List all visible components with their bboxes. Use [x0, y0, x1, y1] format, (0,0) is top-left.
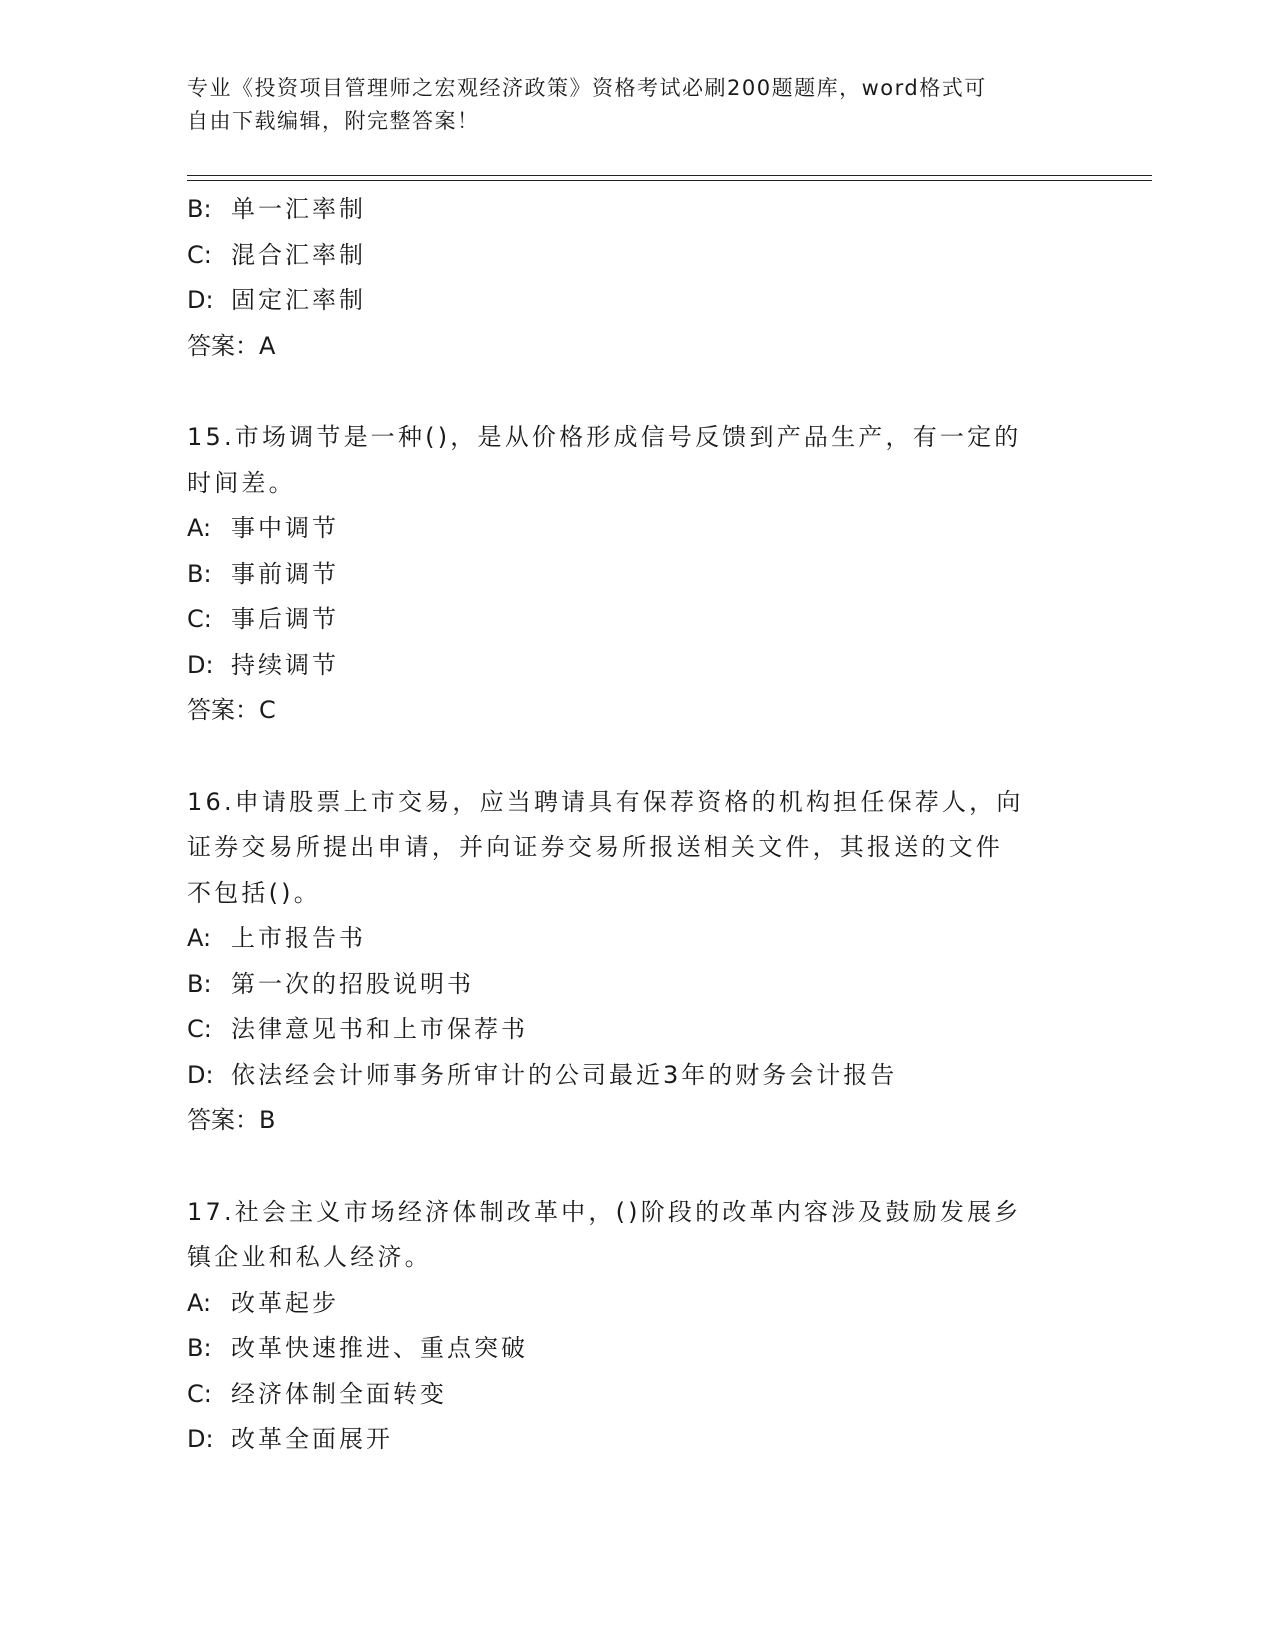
- option-letter: D:: [187, 1425, 214, 1453]
- option-text: 持续调节: [231, 650, 339, 679]
- option-text: 改革快速推进、重点突破: [231, 1334, 528, 1362]
- option-c: [187, 1372, 1087, 1418]
- answer: [187, 324, 1087, 370]
- answer-label: 答案：: [187, 331, 259, 360]
- answer-label: 答案：: [187, 1106, 259, 1134]
- option-text: 事中调节: [231, 514, 339, 542]
- option-text: 事前调节: [231, 559, 339, 588]
- option-text: 第一次的招股说明书: [231, 969, 474, 998]
- question-15: [187, 415, 1087, 734]
- option-letter: B:: [187, 195, 212, 223]
- option-a: [187, 506, 1087, 552]
- option-letter: B:: [187, 1334, 212, 1362]
- option-a: [187, 916, 1087, 962]
- header-line-1: 专业《投资项目管理师之宏观经济政策》资格考试必刷200题题库，word格式可: [187, 76, 987, 100]
- answer-value: C: [259, 696, 279, 724]
- option-text: 改革全面展开: [231, 1425, 393, 1453]
- answer: [187, 688, 1087, 734]
- option-letter: A:: [187, 514, 212, 542]
- answer-label: 答案：: [187, 696, 259, 724]
- option-b: [187, 187, 1087, 233]
- answer: [187, 1098, 1087, 1144]
- option-c: [187, 233, 1087, 279]
- option-letter: C:: [187, 1379, 212, 1408]
- answer-value: A: [259, 331, 279, 360]
- option-c: [187, 1007, 1087, 1053]
- option-letter: C:: [187, 240, 212, 269]
- header-line-2: 自由下载编辑，附完整答案！: [187, 109, 480, 133]
- option-a: [187, 1281, 1087, 1327]
- question-16: [187, 780, 1087, 1144]
- option-letter: C:: [187, 1015, 212, 1043]
- option-text: 上市报告书: [231, 924, 366, 952]
- option-letter: D:: [187, 286, 214, 314]
- option-letter: A:: [187, 924, 212, 952]
- option-text: 固定汇率制: [231, 286, 366, 314]
- option-letter: C:: [187, 605, 212, 633]
- header-divider-bottom: [187, 180, 1152, 181]
- option-text: 单一汇率制: [231, 195, 366, 223]
- option-d: [187, 643, 1087, 689]
- question-stem-line: 16.申请股票上市交易，应当聘请具有保荐资格的机构担任保荐人，向: [187, 787, 1024, 816]
- option-text: 法律意见书和上市保荐书: [231, 1015, 528, 1043]
- question-list: [187, 187, 1087, 1463]
- option-d: [187, 1053, 1087, 1099]
- question-17: [187, 1190, 1087, 1463]
- document-header: [187, 72, 1067, 138]
- question-stem-line: 时间差。: [187, 468, 296, 497]
- question-stem-line: 不包括()。: [187, 878, 321, 907]
- option-b: [187, 962, 1087, 1008]
- option-d: [187, 1417, 1087, 1463]
- option-letter: A:: [187, 1288, 212, 1317]
- option-b: [187, 552, 1087, 598]
- option-text: 依法经会计师事务所审计的公司最近3年的财务会计报告: [231, 1060, 898, 1089]
- option-text: 事后调节: [231, 605, 339, 633]
- question-14: [187, 187, 1087, 369]
- option-text: 混合汇率制: [231, 240, 366, 269]
- question-stem-line: 15.市场调节是一种()，是从价格形成信号反馈到产品生产，有一定的: [187, 423, 1022, 451]
- question-stem-line: 17.社会主义市场经济体制改革中，()阶段的改革内容涉及鼓励发展乡: [187, 1197, 1022, 1226]
- answer-value: B: [259, 1106, 279, 1134]
- option-letter: B:: [187, 559, 212, 588]
- question-stem-line: 证券交易所提出申请，并向证券交易所报送相关文件，其报送的文件: [187, 833, 1003, 861]
- header-divider-top: [187, 175, 1152, 176]
- option-d: [187, 278, 1087, 324]
- option-letter: D:: [187, 1060, 214, 1089]
- option-b: [187, 1326, 1087, 1372]
- question-stem-line: 镇企业和私人经济。: [187, 1243, 432, 1271]
- option-text: 经济体制全面转变: [231, 1379, 447, 1408]
- option-text: 改革起步: [231, 1288, 339, 1317]
- option-letter: B:: [187, 969, 212, 998]
- option-letter: D:: [187, 650, 214, 679]
- option-c: [187, 597, 1087, 643]
